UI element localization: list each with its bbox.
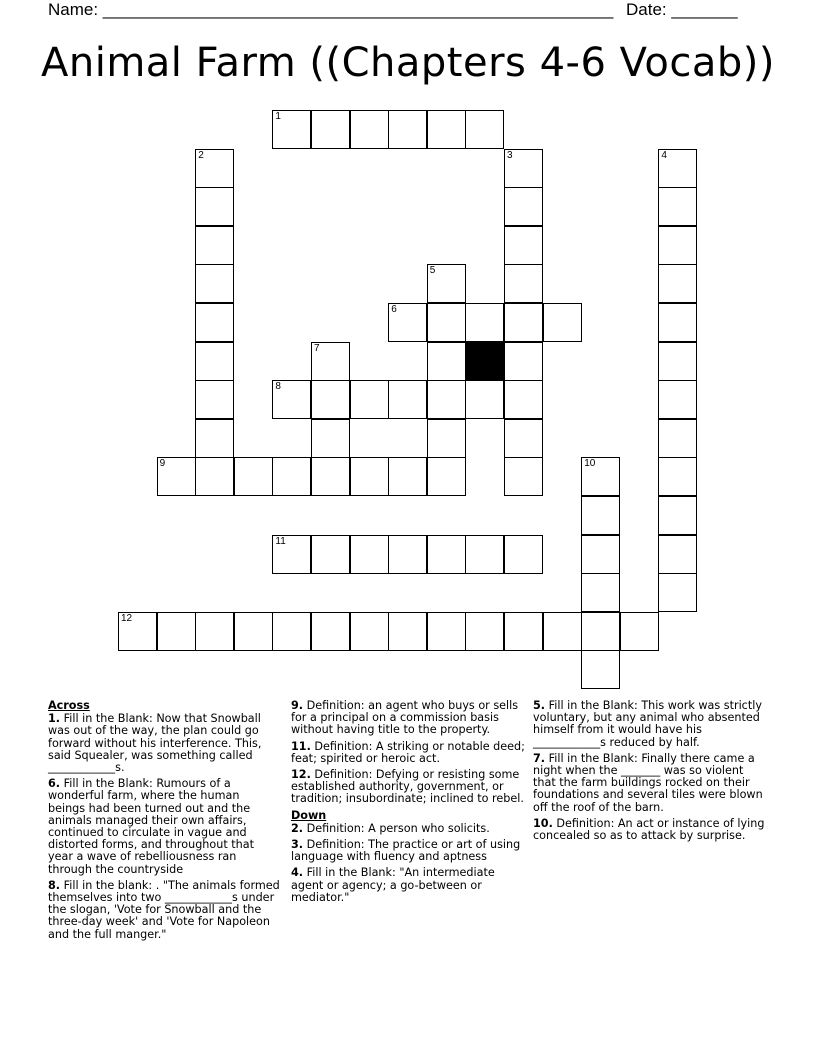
crossword-cell[interactable] xyxy=(658,226,697,265)
crossword-cell[interactable] xyxy=(581,496,620,535)
crossword-cell[interactable] xyxy=(658,342,697,381)
crossword-cell[interactable] xyxy=(311,110,350,149)
crossword-cell[interactable] xyxy=(272,612,311,651)
cell-number: 9 xyxy=(159,458,166,470)
page-title: Animal Farm ((Chapters 4-6 Vocab)) xyxy=(41,40,775,86)
crossword-cell[interactable] xyxy=(195,226,234,265)
crossword-cell[interactable] xyxy=(311,612,350,651)
crossword-cell[interactable] xyxy=(195,264,234,303)
cell-number: 12 xyxy=(121,612,133,624)
crossword-cell[interactable] xyxy=(195,457,234,496)
crossword-cell[interactable] xyxy=(581,612,620,651)
clue-text: Definition: An act or instance of lying concealed so as to attack by surprise. xyxy=(533,816,765,843)
clue-down-10 xyxy=(533,818,769,842)
crossword-cell[interactable] xyxy=(581,573,620,612)
cell-number: 11 xyxy=(275,535,286,547)
clue-number: 2. xyxy=(291,821,304,835)
clue-number: 5. xyxy=(533,699,546,712)
crossword-cell[interactable] xyxy=(311,457,350,496)
crossword-cell[interactable] xyxy=(581,457,620,496)
crossword-cell[interactable] xyxy=(658,419,697,458)
clue-across-6 xyxy=(48,778,280,876)
date-field-label: Date: _______ xyxy=(626,0,738,19)
clue-across-9 xyxy=(291,700,527,737)
clue-down-2 xyxy=(291,823,527,835)
crossword-cell[interactable] xyxy=(388,110,427,149)
crossword-cell[interactable] xyxy=(465,535,504,574)
crossword-cell[interactable] xyxy=(465,612,504,651)
crossword-cell[interactable] xyxy=(157,612,196,651)
crossword-cell[interactable] xyxy=(427,535,466,574)
crossword-cell[interactable] xyxy=(195,149,234,188)
crossword-cell[interactable] xyxy=(427,380,466,419)
crossword-cell[interactable] xyxy=(504,612,543,651)
clue-number: 3. xyxy=(291,838,304,852)
crossword-cell[interactable] xyxy=(504,264,543,303)
crossword-cell[interactable] xyxy=(350,380,389,419)
clue-text: Fill in the Blank: Rumours of a wonderful farm, where the human beings had been turned out and the animals managed their own affairs, continued to circulate in vague and distorted forms, and throughout that year a wave of rebelliousness ran through the countryside xyxy=(48,777,254,876)
crossword-cell[interactable] xyxy=(234,612,273,651)
crossword-cell[interactable] xyxy=(465,303,504,342)
crossword-cell[interactable] xyxy=(620,612,659,651)
crossword-cell[interactable] xyxy=(543,303,582,342)
cell-number: 6 xyxy=(391,304,397,315)
crossword-cell[interactable] xyxy=(427,110,466,149)
crossword-cell[interactable] xyxy=(388,535,427,574)
crossword-cell[interactable] xyxy=(350,110,389,149)
crossword-cell[interactable] xyxy=(504,535,543,574)
crossword-cell[interactable] xyxy=(543,612,582,651)
crossword-cell[interactable] xyxy=(504,149,543,188)
cell-number: 7 xyxy=(314,342,320,354)
crossword-cell[interactable] xyxy=(658,303,697,342)
cell-number: 10 xyxy=(584,458,596,470)
crossword-cell[interactable] xyxy=(311,342,350,381)
cell-number: 2 xyxy=(198,149,204,161)
clue-text: Fill in the Blank: This work was strictly voluntary, but any animal who absented himself from it would have his ____________s reduced by half. xyxy=(533,699,762,749)
crossword-cell[interactable] xyxy=(658,535,697,574)
crossword-cell[interactable] xyxy=(350,457,389,496)
clue-text: Fill in the Blank: Finally there came a night when the _______ was so violent that the farm buildings rocked on their foundations and several tiles were blown off the roof of the barn. xyxy=(533,751,763,814)
crossword-cell[interactable] xyxy=(504,187,543,226)
clue-down-7 xyxy=(533,753,769,814)
crossword-cell[interactable] xyxy=(350,612,389,651)
crossword-cell[interactable] xyxy=(118,612,157,651)
crossword-cell[interactable] xyxy=(504,380,543,419)
clue-text: Definition: A striking or notable deed; feat; spirited or heroic act. xyxy=(291,739,525,765)
clue-text: Definition: The practice or art of using language with fluency and aptness xyxy=(291,838,521,864)
crossword-cell[interactable] xyxy=(504,342,543,381)
crossword-cell[interactable] xyxy=(195,612,234,651)
clue-down-5 xyxy=(533,700,769,749)
crossword-cell[interactable] xyxy=(504,419,543,458)
crossword-cell[interactable] xyxy=(195,187,234,226)
crossword-cell[interactable] xyxy=(427,264,466,303)
crossword-cell[interactable] xyxy=(658,573,697,612)
clue-text: Fill in the blank: . "The animals formed themselves into two ____________s under the slogan, 'Vote for Snowball and the three-day week' and 'Vote for Napoleon and the full manger." xyxy=(48,878,280,941)
crossword-cell[interactable] xyxy=(658,149,697,188)
clue-text: Fill in the Blank: "An intermediate agent or agency; a go-between or mediator." xyxy=(291,866,495,904)
clue-column-1 xyxy=(48,700,280,945)
crossword-cell[interactable] xyxy=(658,187,697,226)
name-field-label: Name: ______________________________________________________ xyxy=(48,0,614,19)
cell-number: 3 xyxy=(507,149,513,161)
crossword-cell[interactable] xyxy=(272,535,311,574)
across-heading: Across xyxy=(48,699,90,712)
crossword-cell[interactable] xyxy=(427,457,466,496)
clue-number: 11. xyxy=(291,739,311,753)
clue-column-3 xyxy=(533,700,769,846)
crossword-cell[interactable] xyxy=(504,226,543,265)
crossword-cell[interactable] xyxy=(272,457,311,496)
crossword-cell[interactable] xyxy=(195,380,234,419)
crossword-cell[interactable] xyxy=(504,303,543,342)
clue-down-3 xyxy=(291,839,527,863)
crossword-cell[interactable] xyxy=(195,303,234,342)
crossword-cell[interactable] xyxy=(427,303,466,342)
clue-column-2 xyxy=(291,700,527,908)
crossword-cell[interactable] xyxy=(350,535,389,574)
crossword-cell[interactable] xyxy=(658,380,697,419)
clue-number: 8. xyxy=(48,878,61,892)
clue-number: 4. xyxy=(291,866,304,880)
down-heading: Down xyxy=(291,808,327,822)
clue-text: Definition: Defying or resisting some established authority, government, or tradition; insubordinate; inclined to rebel. xyxy=(291,768,524,806)
clue-number: 1. xyxy=(48,712,61,726)
crossword-cell[interactable] xyxy=(311,419,350,458)
crossword-block xyxy=(465,342,504,381)
crossword-cell[interactable] xyxy=(388,380,427,419)
clue-across-12 xyxy=(291,769,527,806)
clue-down-4 xyxy=(291,867,527,904)
crossword-cell[interactable] xyxy=(388,457,427,496)
clue-text: Fill in the Blank: Now that Snowball was out of the way, the plan could go forward without his interference. This, said Squealer, was something called ____________s. xyxy=(48,712,262,775)
crossword-cell[interactable] xyxy=(157,457,196,496)
clue-across-11 xyxy=(291,741,527,765)
clue-number: 6. xyxy=(48,777,61,791)
crossword-cell[interactable] xyxy=(195,419,234,458)
cell-number: 8 xyxy=(275,381,281,393)
clue-text: Definition: an agent who buys or sells for a principal on a commission basis without having title to the property. xyxy=(291,699,519,737)
cell-number: 5 xyxy=(429,265,436,277)
crossword-cell[interactable] xyxy=(581,650,620,689)
clue-number: 7. xyxy=(533,751,546,765)
crossword-cell[interactable] xyxy=(581,535,620,574)
crossword-cell[interactable] xyxy=(234,457,273,496)
crossword-cell[interactable] xyxy=(272,380,311,419)
crossword-cell[interactable] xyxy=(388,612,427,651)
crossword-cell[interactable] xyxy=(465,380,504,419)
crossword-cell[interactable] xyxy=(195,342,234,381)
clue-number: 10. xyxy=(533,816,553,830)
crossword-cell[interactable] xyxy=(311,535,350,574)
crossword-cell[interactable] xyxy=(272,110,311,149)
crossword-cell[interactable] xyxy=(658,264,697,303)
clue-across-1 xyxy=(48,713,280,774)
crossword-cell[interactable] xyxy=(427,419,466,458)
clue-across-8 xyxy=(48,880,280,941)
clue-number: 12. xyxy=(291,768,311,782)
crossword-cell[interactable] xyxy=(658,496,697,535)
clue-text: Definition: A person who solicits. xyxy=(306,821,490,835)
clue-number: 9. xyxy=(291,699,304,712)
crossword-cell[interactable] xyxy=(388,303,427,342)
crossword-cell[interactable] xyxy=(658,457,697,496)
crossword-cell[interactable] xyxy=(311,380,350,419)
crossword-cell[interactable] xyxy=(504,457,543,496)
cell-number: 1 xyxy=(275,111,281,122)
cell-number: 4 xyxy=(661,149,667,161)
crossword-cell[interactable] xyxy=(427,612,466,651)
crossword-cell[interactable] xyxy=(427,342,466,381)
crossword-cell[interactable] xyxy=(465,110,504,149)
